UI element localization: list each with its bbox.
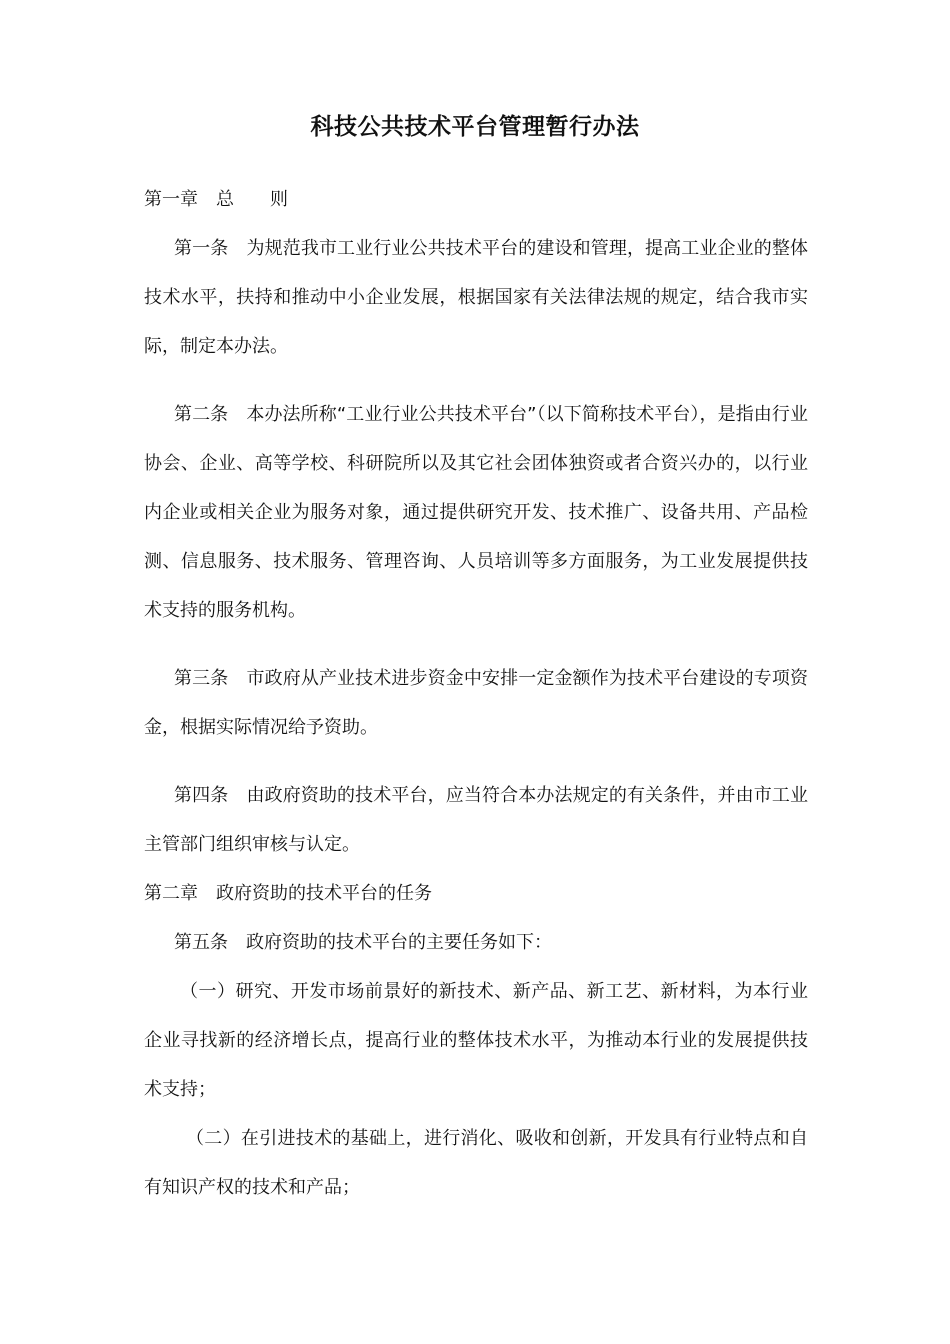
chapter-1-heading: 第一章 总 则 [144,189,288,210]
list-item-1: （一）研究、开发市场前景好的新技术、新产品、新工艺、新材料，为本行业企业寻找新的经济增长点，提高行业的整体技术水平，为推动本行业的发展提供技术支持； [144,981,808,1100]
document-title: 科技公共技术平台管理暂行办法 [310,114,640,140]
list-item-2: （二）在引进技术的基础上，进行消化、吸收和创新，开发具有行业特点和自有知识产权的技术和产品； [144,1128,808,1198]
chapter-2-heading: 第二章 政府资助的技术平台的任务 [144,883,432,904]
article-1: 第一条 为规范我市工业行业公共技术平台的建设和管理，提高工业企业的整体技术水平，扶持和推动中小企业发展，根据国家有关法律法规的规定，结合我市实际，制定本办法。 [144,238,808,357]
article-4: 第四条 由政府资助的技术平台，应当符合本办法规定的有关条件，并由市工业主管部门组织审核与认定。 [144,785,808,855]
article-3: 第三条 市政府从产业技术进步资金中安排一定金额作为技术平台建设的专项资金，根据实际情况给予资助。 [144,668,808,738]
article-2: 第二条 本办法所称“工业行业公共技术平台”（以下简称技术平台），是指由行业协会、企业、高等学校、科研院所以及其它社会团体独资或者合资兴办的，以行业内企业或相关企业为服务对象，通过提供研究开发、技术推广、设备共用、产品检测、信息服务、技术服务、管理咨询、人员培训等多方面服务，为工业发展提供技术支持的服务机构。 [144,404,808,621]
document-body [144,175,808,1212]
article-5: 第五条 政府资助的技术平台的主要任务如下： [174,932,552,953]
